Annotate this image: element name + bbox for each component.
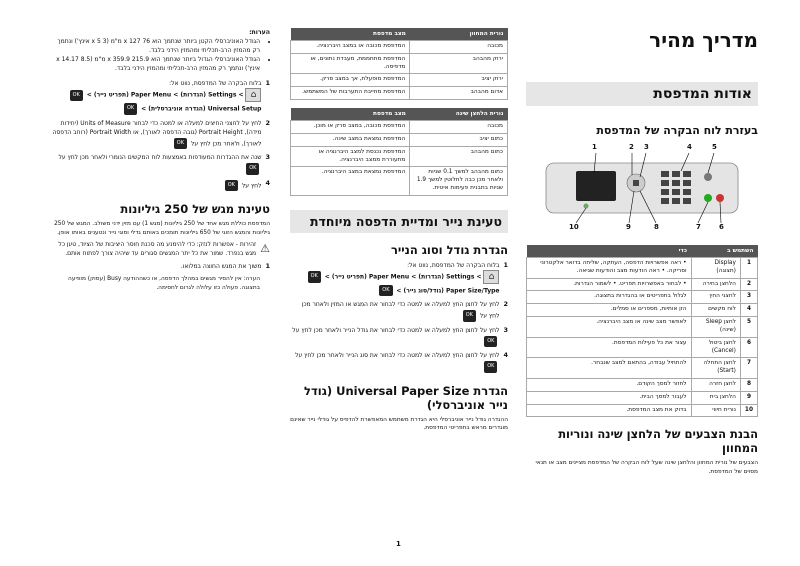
universal-step-3: 3 שנה את ההגדרות המעודפות באמצעות לוח המקשים הנומרי ולאחר מכן לחץ על OK — [48, 153, 270, 176]
row-light: ירוק מהבהב — [410, 53, 508, 74]
callout-2: 2 — [629, 143, 634, 151]
row-item: לחצן התחלה (Start) — [691, 358, 740, 379]
warning-icon: ⚠ — [260, 242, 270, 256]
home-icon: ⌂ — [483, 270, 499, 284]
row-desc: לגלול בתפריטים או בהגדרות בתצוגה. — [527, 291, 692, 304]
control-panel-heading: בעזרת לוח הבקרה של המדפסת — [596, 124, 758, 137]
note-item: • הגודל האוניברסלי הקטן ביותר שנתמך הוא 76 x 127 מ"מ (3 x 5 אינץ') ונתמך רק מהמזין הרב-תכליתי ומהמזין הידני בלבד. — [48, 37, 260, 55]
row-number: 8 — [740, 378, 757, 391]
row-desc: לחזור למסך הקודם. — [527, 378, 692, 391]
control-panel-diagram — [526, 143, 758, 235]
table-row — [291, 41, 508, 54]
callout-5: 5 — [712, 143, 717, 151]
table-header-use: השתמש ב — [691, 245, 757, 258]
callout-7: 7 — [696, 223, 701, 231]
row-desc: • ראה אפשרויות הדפסה, העתקה, שליחה בדואר אלקטרוני וסריקה. • ראה הודעות מצב והודעות שגיאה. — [527, 258, 692, 279]
row-desc: לעבור למסך הבית. — [527, 391, 692, 404]
ok-icon: OK — [484, 361, 497, 373]
row-desc: להתחיל עבודה, בהתאם למצב שנבחר. — [527, 358, 692, 379]
size-step-1: 1 בלוח הבקרה של המדפסת, נווט אל: ⌂ > Settings (הגדרות) > Paper Menu (תפריט נייר) > OK Paper Size/Type (גודל/סוג נייר) > OK — [290, 261, 508, 298]
size-step-2: 2 לחץ על לחצן החץ למעלה או למטה כדי לבחור את המגש או המזין ולאחר מכן לחץ על OK — [290, 300, 508, 323]
row-light: כתום מהבהב — [410, 146, 508, 167]
row-desc: לאפשר מצב שינה או מצב היברנציה. — [527, 317, 692, 338]
row-item: הלחצן בחירה — [691, 278, 740, 291]
table-row — [291, 121, 508, 134]
table-row — [527, 378, 758, 391]
row-desc: הזן אותיות, מספרים או סמלים. — [527, 304, 692, 317]
row-number: 2 — [740, 278, 757, 291]
display-graphic — [576, 171, 616, 201]
row-status: המדפסת מכובה, במצב סרק או מוכן. — [291, 121, 410, 134]
table-row — [527, 317, 758, 338]
row-light: מכובה — [410, 41, 508, 54]
row-number: 7 — [740, 358, 757, 379]
row-light: אדום מהבהב — [410, 87, 508, 100]
table-header-to: כדי — [527, 245, 692, 258]
callout-3: 3 — [644, 143, 649, 151]
ok-icon: OK — [246, 163, 259, 175]
table-row — [527, 391, 758, 404]
ok-icon: OK — [124, 103, 137, 115]
left-column — [48, 28, 270, 292]
table-row — [527, 258, 758, 279]
section-loading-paper: טעינת נייר ומדיית הדפסה מיוחדת — [290, 210, 508, 233]
page-title: מדריך מהיר — [649, 28, 758, 52]
indicator-light-table — [290, 28, 508, 100]
row-number: 10 — [740, 404, 757, 417]
warning-note: ⚠ זהירות - אפשרות לנזק: כדי להימנע מה סכנת חוסר היציבות של הציוד, טען כל מגש בנפרד. שמור את כל יתר המגשים סגורים עד שיהיה צורך לפתוח אותם. — [58, 241, 270, 257]
row-item: לחצני החץ — [691, 291, 740, 304]
table-row — [291, 74, 508, 87]
row-number: 5 — [740, 317, 757, 338]
table-row — [527, 278, 758, 291]
row-item: הלחצן בית — [691, 391, 740, 404]
size-step-4: 4 לחץ על לחצן החץ למעלה או למטה כדי לבחור את סוג הנייר ולאחר מכן לחץ על OK — [290, 351, 508, 374]
row-number: 9 — [740, 391, 757, 404]
row-status: המדפסת מתחממת, מעבדת נתונים, או מדפיסה. — [291, 53, 410, 74]
paper-size-heading: הגדרת גודל וסוג הנייר — [390, 242, 508, 257]
table-row — [291, 146, 508, 167]
middle-column — [290, 28, 508, 433]
ok-icon: OK — [379, 285, 392, 297]
row-status: המדפסת נכנסת למצב היברנציה או מתעוררת ממצב היברנציה. — [291, 146, 410, 167]
row-number: 3 — [740, 291, 757, 304]
size-step-3: 3 לחץ על לחצן החץ למעלה או למטה כדי לבחור את גודל הנייר ולאחר מכן לחץ על OK — [290, 326, 508, 349]
row-status: המדפסת מחייבת התערבות של המשתמש. — [291, 87, 410, 100]
note-item: • הגודל האוניברסלי הגדול ביותר שנתמך הוא 215.9 x 359.9 מ"מ (8.5 x 14.17 אינץ') ונתמך רק מהמזין הרב-תכליתי ומהמזין הידני בלבד. — [48, 55, 260, 73]
callout-10: 10 — [569, 223, 579, 231]
row-light: ירוק יציב — [410, 74, 508, 87]
universal-text: ההגדרה גודל נייר אוניברסלי היא הגדרת משתמש המאפשרת להדפיס על גודלי נייר שאינם מוגדרים מראש בתפריטי המדפסת. — [290, 416, 508, 432]
callout-9: 9 — [626, 223, 631, 231]
ok-icon: OK — [484, 336, 497, 348]
row-light: כתום מהבהב למשך 0.1 שניות ולאחר מכן כבה לחלוטין למשך 1.9 שניות בתבנית פעימות איטית. — [410, 167, 508, 195]
callout-8: 8 — [654, 223, 659, 231]
row-light: מכובה — [410, 121, 508, 134]
ok-icon: OK — [225, 180, 238, 192]
lights-text: הצבעים של נורית המחוון והלחצן שינה שעל לוח הבקרה של המדפסת מציינים מצב או תנאי מסוים של המדפסת. — [535, 460, 758, 475]
ok-icon: OK — [174, 138, 187, 150]
t2-header-status: מצב מדפסת — [291, 108, 410, 121]
home-icon: ⌂ — [245, 88, 261, 102]
universal-step-1: 1 בלוח הבקרה של המדפסת, נווט אל: ⌂ > Settings (הגדרות) > Paper Menu (תפריט נייר) > OK Universal Setup (הגדרה אוניברסלית) > OK — [48, 79, 270, 116]
universal-step-2: 2 לחץ על לחצני החיצים למעלה או למטה כדי לבחור Units of Measure (יחידות מידה), Portrait Height (גובה הדפסה לאורך), או Portrait Width (רוחב הדפסה לאורך), ולאחר מכן לחץ על OK — [48, 119, 270, 151]
universal-heading: הגדרת Universal Paper Size (גודל נייר אוניברסלי) — [304, 383, 508, 412]
tray-step-1-note: הערה: אין להסיר מגשים במהלך הדפסה, או כשההודעה Busy (עסוק) מופיעה בתצוגה. פעולה כזו עלולה לגרום לחסימה. — [68, 276, 260, 291]
table-row — [527, 291, 758, 304]
row-desc: • לבחור באפשרויות תפריט. • לשמור הגדרות. — [527, 278, 692, 291]
row-light: כתום יציב — [410, 133, 508, 146]
control-panel-illustration — [526, 143, 758, 235]
tray-text: המדפסת כוללת מגש אחד של 250 גיליונות (מגש 1) עם מזין ידני משולב. המגש של 250 גיליונות והמגש הזוגי של 650 גיליונות תומכים באותם גדלי וסוגי נייר ונטענים באותו אופן. — [54, 221, 270, 236]
callout-6: 6 — [719, 223, 724, 231]
ok-icon: OK — [463, 310, 476, 322]
row-number: 4 — [740, 304, 757, 317]
table-row — [527, 337, 758, 358]
row-status: המדפסת נמצאת במצב שינה. — [291, 133, 410, 146]
lights-heading: הבנת הצבעים של הלחצן שינה ונוריות המחוון — [558, 427, 758, 456]
table-row — [291, 53, 508, 74]
t1-header-light: נורית המחוון — [410, 28, 508, 41]
tray-step-1: 1 משוך את המגש החוצה במלואו. — [180, 262, 270, 271]
callout-4: 4 — [687, 143, 692, 151]
row-item: לחצן ביטול (Cancel) — [691, 337, 740, 358]
row-number: 1 — [740, 258, 757, 279]
section-about-printer: אודות המדפסת — [526, 82, 758, 106]
row-number: 6 — [740, 337, 757, 358]
t1-header-status: מצב מדפסת — [291, 28, 410, 41]
table-row — [291, 133, 508, 146]
row-item: נורית חיווי — [691, 404, 740, 417]
row-item: לחצן חזרה — [691, 378, 740, 391]
callout-1: 1 — [592, 143, 597, 151]
universal-step-4: 4 לחץ על OK — [48, 179, 270, 193]
right-column — [526, 28, 758, 476]
ok-icon: OK — [70, 90, 83, 102]
sleep-light-table — [290, 108, 508, 196]
ok-icon: OK — [308, 271, 321, 283]
notes-title: הערות: — [249, 29, 270, 36]
tray-heading: טעינת מגש של 250 גיליונות — [120, 202, 270, 217]
row-status: המדפסת מכובה או במצב היברנציה. — [291, 41, 410, 54]
row-item: Display (תצוגה) — [691, 258, 740, 279]
row-status: המדפסת מופעלת, אך במצב סרק. — [291, 74, 410, 87]
table-row — [527, 404, 758, 417]
table-row — [291, 167, 508, 195]
row-desc: בדוק את מצב המדפסת. — [527, 404, 692, 417]
control-panel-table — [526, 245, 758, 417]
table-row — [527, 358, 758, 379]
table-row — [291, 87, 508, 100]
row-desc: עצור את כל פעילות המדפסת. — [527, 337, 692, 358]
table-row — [527, 304, 758, 317]
row-item: לחצן Sleep (שינה) — [691, 317, 740, 338]
row-status: המדפסת נמצאת במצב היברנציה. — [291, 167, 410, 195]
page-number: 1 — [396, 540, 401, 548]
notes-list — [48, 37, 270, 73]
t2-header-light: נורית הלחצן שינה — [410, 108, 508, 121]
row-item: לוח מקשים — [691, 304, 740, 317]
